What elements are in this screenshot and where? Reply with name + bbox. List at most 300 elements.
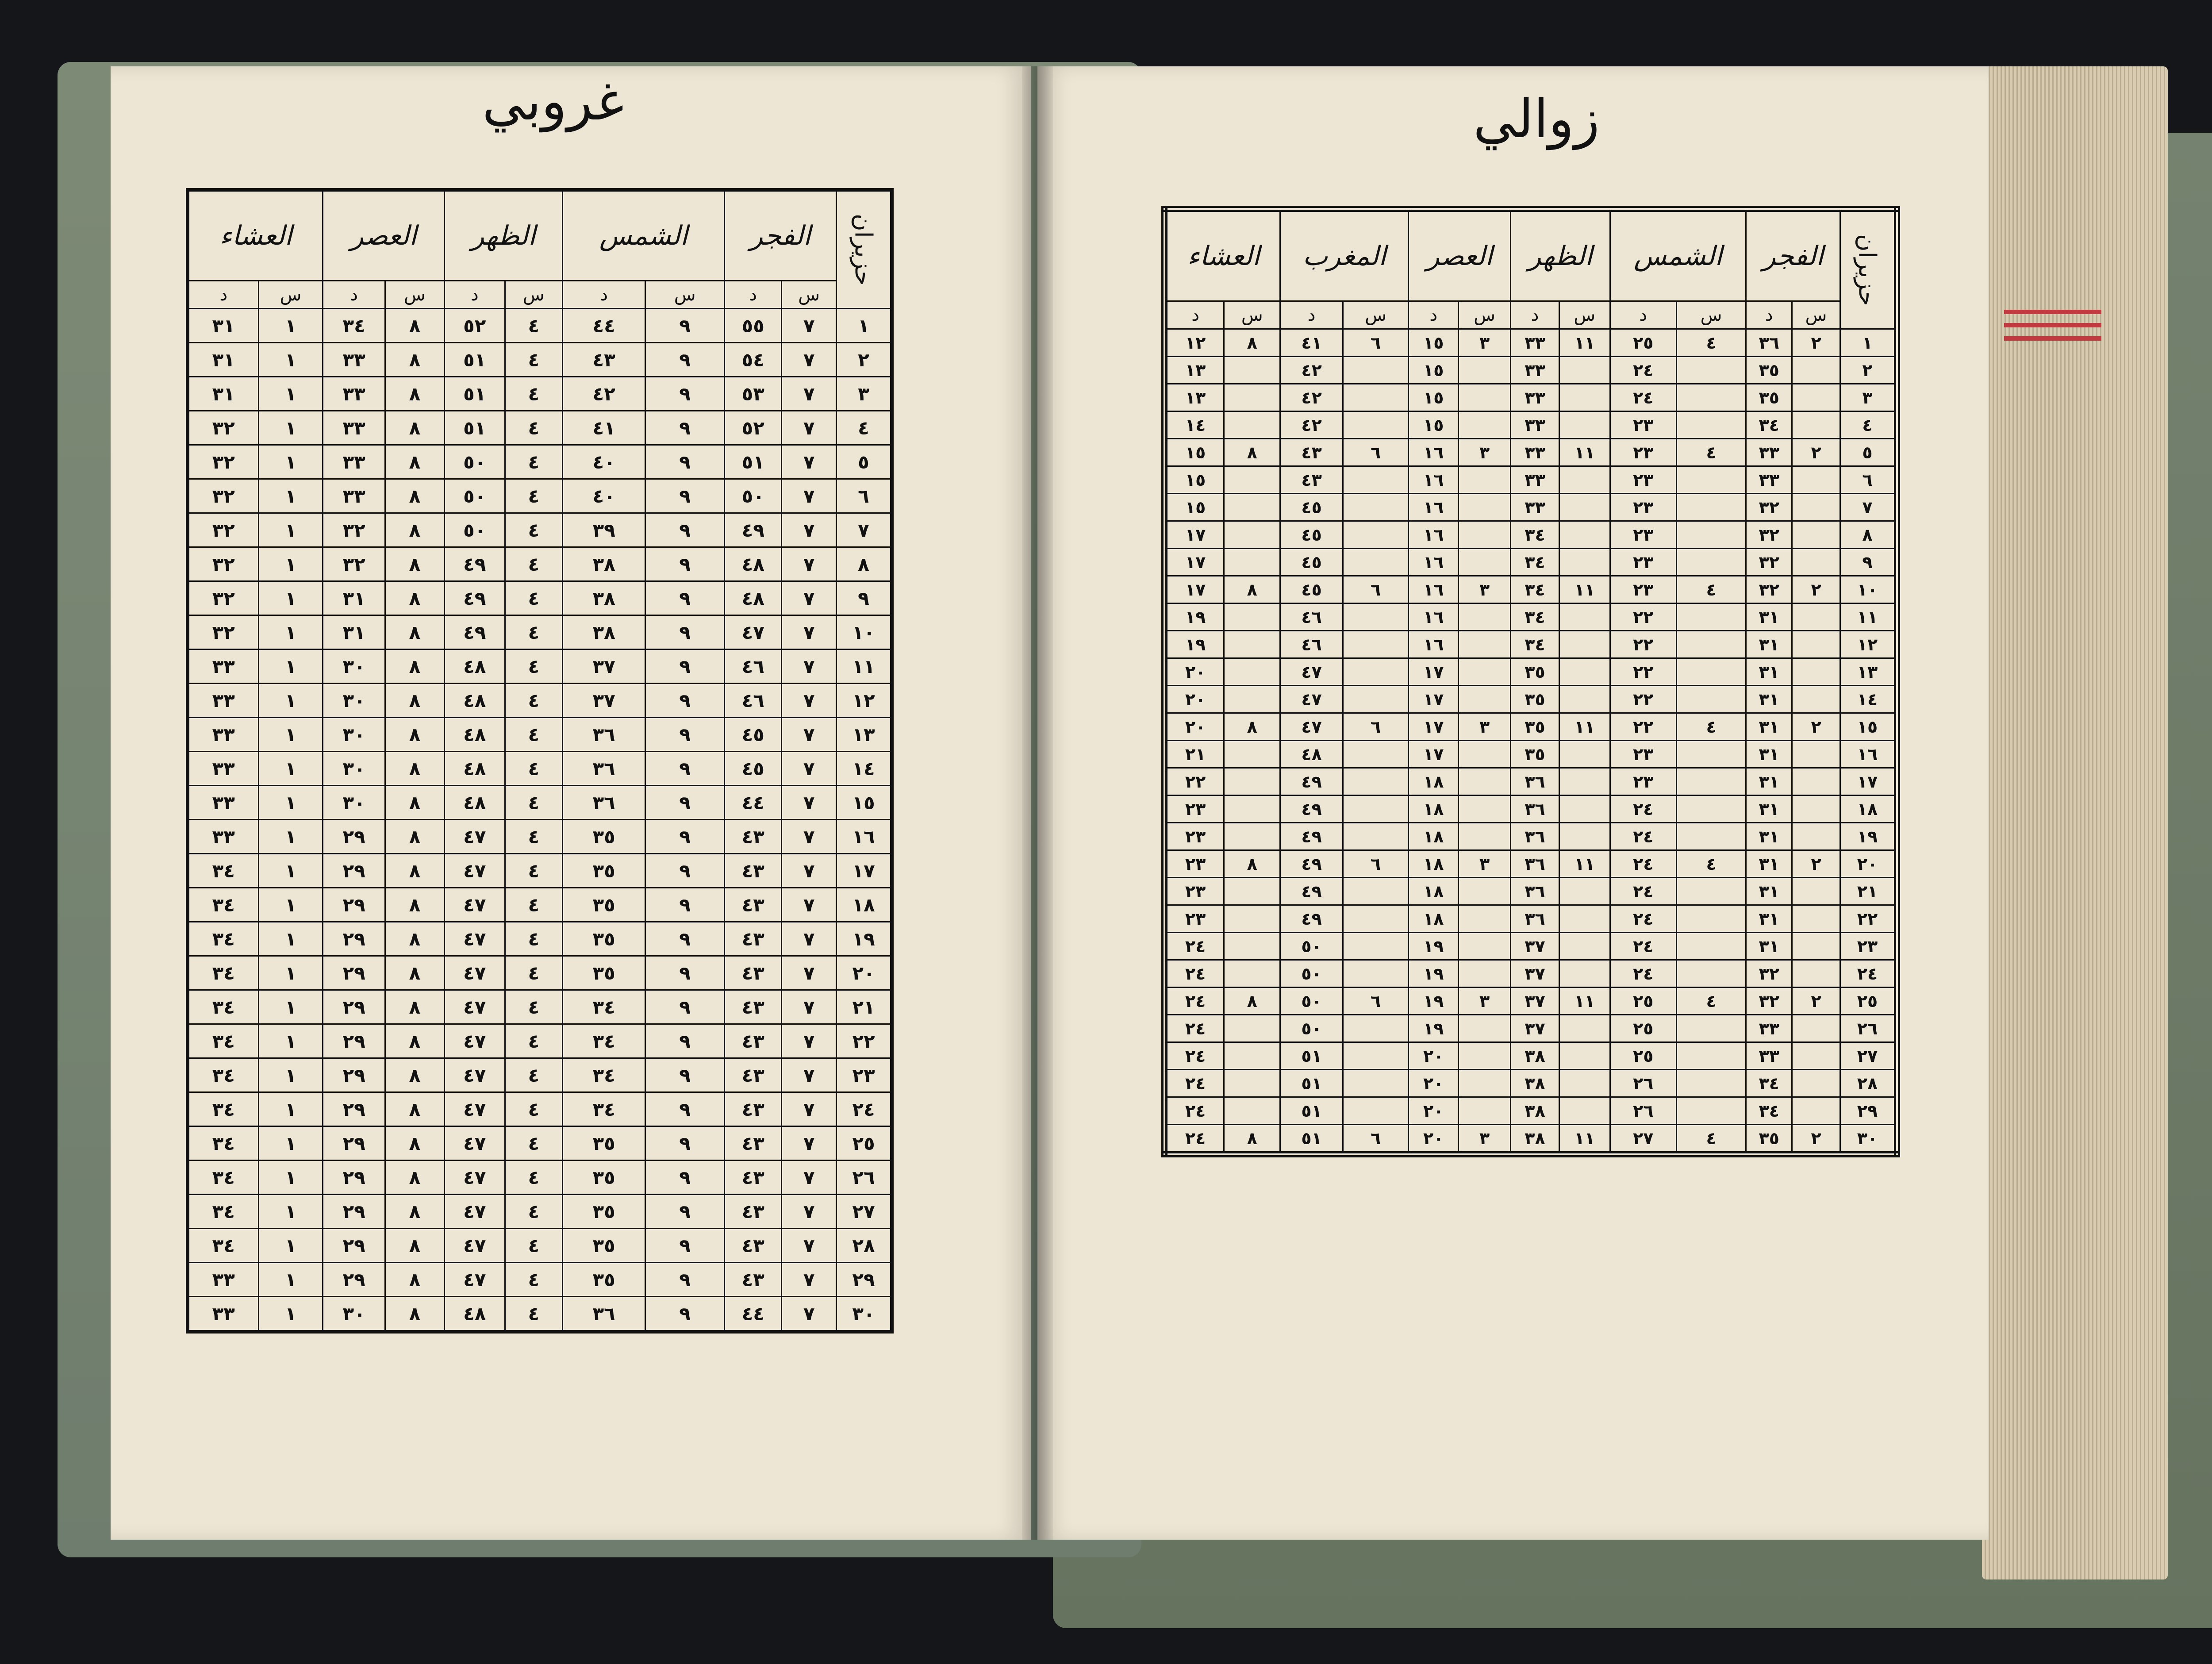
time-cell <box>1676 1042 1746 1070</box>
time-cell: ٣٠ <box>323 718 385 752</box>
table-row <box>188 581 892 615</box>
time-cell: ٤٤ <box>563 309 645 343</box>
day-number-cell: ٢٢ <box>837 1024 892 1058</box>
day-number-cell: ١٤ <box>837 752 892 786</box>
time-cell: ١٥ <box>1164 494 1224 521</box>
time-cell <box>1224 960 1280 988</box>
time-cell <box>1559 1042 1610 1070</box>
time-cell: ٤٣ <box>563 343 645 377</box>
unit-label: س <box>258 281 323 309</box>
time-cell: ٨ <box>385 513 444 547</box>
time-cell: ٤ <box>505 445 562 479</box>
time-cell: ٢٧ <box>1610 1125 1676 1155</box>
time-cell: ١ <box>258 1092 323 1126</box>
time-cell <box>1224 933 1280 960</box>
time-cell: ٦ <box>1343 988 1409 1015</box>
unit-row <box>188 281 892 309</box>
time-cell: ٢٢ <box>1610 686 1676 713</box>
time-cell: ٨ <box>385 956 444 990</box>
time-cell: ٤٩ <box>1280 823 1343 850</box>
time-cell: ٤ <box>505 684 562 718</box>
day-number-cell: ١٥ <box>837 786 892 820</box>
book-spine <box>1022 66 1053 1540</box>
table-row <box>188 922 892 956</box>
time-cell: ٤٧ <box>444 1161 505 1195</box>
time-cell <box>1459 521 1511 549</box>
time-cell: ١ <box>258 649 323 684</box>
time-cell: ١٦ <box>1409 603 1459 631</box>
time-cell <box>1792 960 1840 988</box>
day-number-cell: ١٦ <box>1840 741 1897 768</box>
time-cell: ١ <box>258 718 323 752</box>
time-cell: ٣٣ <box>1511 384 1559 411</box>
time-cell: ٤ <box>505 1263 562 1297</box>
time-cell <box>1676 933 1746 960</box>
time-cell: ٤ <box>505 786 562 820</box>
time-cell: ٦ <box>1343 713 1409 741</box>
time-cell <box>1676 603 1746 631</box>
time-cell: ٣١ <box>1746 713 1792 741</box>
day-number-cell: ٢١ <box>837 990 892 1024</box>
unit-label: س <box>1224 301 1280 329</box>
time-cell: ١ <box>258 956 323 990</box>
table-row <box>1164 933 1897 960</box>
time-cell <box>1559 384 1610 411</box>
day-number-cell: ٢ <box>837 343 892 377</box>
table-header-row <box>188 190 892 281</box>
time-cell: ٥٢ <box>444 309 505 343</box>
time-cell: ٣٨ <box>1511 1042 1559 1070</box>
time-cell <box>1676 411 1746 439</box>
time-cell: ٤ <box>505 1229 562 1263</box>
time-cell <box>1559 933 1610 960</box>
time-cell: ١٩ <box>1164 631 1224 658</box>
asr-header: العصر <box>323 190 445 281</box>
time-cell: ٢٤ <box>1610 960 1676 988</box>
time-cell: ٣٤ <box>563 990 645 1024</box>
time-cell: ١٧ <box>1409 658 1459 686</box>
time-cell: ٧ <box>782 752 837 786</box>
time-cell: ٣١ <box>1746 686 1792 713</box>
time-cell: ٧ <box>782 547 837 581</box>
time-cell: ٣٤ <box>1511 549 1559 576</box>
time-cell <box>1559 631 1610 658</box>
table-row <box>1164 713 1897 741</box>
time-cell: ٢٩ <box>323 1161 385 1195</box>
time-cell <box>1559 357 1610 384</box>
time-cell: ٧ <box>782 786 837 820</box>
time-cell: ٩ <box>645 377 725 411</box>
red-page-marks <box>2004 310 2101 314</box>
table-row <box>1164 411 1897 439</box>
shams-header: الشمس <box>563 190 725 281</box>
table-row <box>188 513 892 547</box>
time-cell <box>1676 521 1746 549</box>
unit-label: د <box>323 281 385 309</box>
time-cell: ٥٠ <box>1280 933 1343 960</box>
time-cell: ٣٧ <box>563 684 645 718</box>
time-cell: ١ <box>258 1161 323 1195</box>
time-cell: ٣٤ <box>1511 631 1559 658</box>
time-cell: ٣٣ <box>188 1297 258 1332</box>
time-cell <box>1676 960 1746 988</box>
day-number-cell: ٢٧ <box>1840 1042 1897 1070</box>
time-cell: ٤ <box>505 649 562 684</box>
time-cell: ٢ <box>1792 988 1840 1015</box>
time-cell: ٣١ <box>1746 741 1792 768</box>
time-cell: ٨ <box>385 309 444 343</box>
time-cell: ٤٣ <box>1280 439 1343 466</box>
time-cell <box>1343 795 1409 823</box>
time-cell <box>1792 631 1840 658</box>
time-cell: ٢٥ <box>1610 1015 1676 1042</box>
time-cell: ٣١ <box>1746 795 1792 823</box>
time-cell: ٨ <box>385 377 444 411</box>
time-cell: ٤٣ <box>724 990 781 1024</box>
time-cell: ٤٥ <box>1280 521 1343 549</box>
time-cell: ٤ <box>505 547 562 581</box>
time-cell <box>1676 768 1746 795</box>
time-cell <box>1459 1042 1511 1070</box>
time-cell: ٧ <box>782 309 837 343</box>
unit-label: د <box>188 281 258 309</box>
time-cell <box>1676 823 1746 850</box>
time-cell: ٦ <box>1343 329 1409 357</box>
time-cell: ٨ <box>385 1229 444 1263</box>
table-row <box>1164 494 1897 521</box>
day-number-cell: ١٧ <box>1840 768 1897 795</box>
time-cell: ١٥ <box>1164 466 1224 494</box>
time-cell: ٥٠ <box>444 513 505 547</box>
time-cell: ٢٤ <box>1164 988 1224 1015</box>
time-cell: ٣٥ <box>563 1126 645 1161</box>
time-cell: ٩ <box>645 684 725 718</box>
time-cell <box>1459 741 1511 768</box>
time-cell: ١ <box>258 684 323 718</box>
time-cell: ٣٥ <box>1746 357 1792 384</box>
left-page-title: غروبي <box>482 71 624 132</box>
dhuhr-header: الظهر <box>444 190 562 281</box>
day-number-cell: ١٢ <box>1840 631 1897 658</box>
time-cell: ٣٨ <box>1511 1070 1559 1097</box>
time-cell: ٢٣ <box>1610 411 1676 439</box>
time-cell: ٩ <box>645 649 725 684</box>
day-number-cell: ٢٣ <box>837 1058 892 1092</box>
time-cell: ٢٠ <box>1409 1070 1459 1097</box>
time-cell: ٤١ <box>1280 329 1343 357</box>
time-cell: ٨ <box>385 820 444 854</box>
day-number-cell: ١٩ <box>837 922 892 956</box>
time-cell: ٣٤ <box>188 1126 258 1161</box>
time-cell: ٥٠ <box>444 479 505 513</box>
time-cell: ٤٩ <box>724 513 781 547</box>
time-cell: ٨ <box>385 922 444 956</box>
time-cell: ٢٢ <box>1164 768 1224 795</box>
time-cell <box>1676 686 1746 713</box>
time-cell <box>1224 1015 1280 1042</box>
time-cell <box>1343 768 1409 795</box>
time-cell: ٨ <box>385 1161 444 1195</box>
time-cell: ٩ <box>645 1092 725 1126</box>
time-cell: ٣٨ <box>563 547 645 581</box>
time-cell: ٣٨ <box>563 581 645 615</box>
time-cell: ٣٤ <box>1511 603 1559 631</box>
time-cell: ٧ <box>782 922 837 956</box>
time-cell: ٣٥ <box>563 1263 645 1297</box>
time-cell: ٣٦ <box>1511 823 1559 850</box>
table-row <box>188 820 892 854</box>
time-cell <box>1459 768 1511 795</box>
time-cell: ٨ <box>385 411 444 445</box>
table-row <box>188 888 892 922</box>
time-cell: ٩ <box>645 786 725 820</box>
table-row <box>188 1126 892 1161</box>
time-cell: ٥٠ <box>1280 988 1343 1015</box>
time-cell <box>1459 878 1511 905</box>
time-cell: ٢٥ <box>1610 988 1676 1015</box>
time-cell: ٨ <box>385 445 444 479</box>
time-cell <box>1792 768 1840 795</box>
time-cell <box>1559 686 1610 713</box>
time-cell <box>1459 1097 1511 1125</box>
time-cell <box>1459 1015 1511 1042</box>
time-cell: ٣٤ <box>1746 1070 1792 1097</box>
time-cell: ٢٤ <box>1164 1015 1224 1042</box>
time-cell: ٣ <box>1459 329 1511 357</box>
time-cell <box>1459 658 1511 686</box>
time-cell: ٩ <box>645 479 725 513</box>
time-cell: ٣١ <box>1746 823 1792 850</box>
time-cell <box>1792 357 1840 384</box>
time-cell: ١ <box>258 513 323 547</box>
time-cell <box>1792 603 1840 631</box>
time-cell: ٣٥ <box>563 1229 645 1263</box>
time-cell: ٣٣ <box>323 445 385 479</box>
time-cell <box>1224 1097 1280 1125</box>
time-cell: ٨ <box>385 786 444 820</box>
time-cell <box>1792 1070 1840 1097</box>
table-row <box>1164 439 1897 466</box>
time-cell <box>1343 466 1409 494</box>
time-cell: ١٧ <box>1409 713 1459 741</box>
time-cell: ٢٩ <box>323 854 385 888</box>
time-cell: ٧ <box>782 1126 837 1161</box>
time-cell: ٣٣ <box>1511 494 1559 521</box>
time-cell: ٣٣ <box>188 752 258 786</box>
time-cell: ٢٣ <box>1610 549 1676 576</box>
time-cell: ٣٦ <box>563 752 645 786</box>
time-cell: ٢ <box>1792 329 1840 357</box>
table-row <box>1164 988 1897 1015</box>
unit-label: س <box>782 281 837 309</box>
time-cell: ٤٧ <box>444 854 505 888</box>
day-number-cell: ٢٥ <box>837 1126 892 1161</box>
time-cell: ٣٧ <box>1511 1015 1559 1042</box>
time-cell: ٢٩ <box>323 888 385 922</box>
time-cell: ٣٢ <box>188 581 258 615</box>
time-cell <box>1792 905 1840 933</box>
time-cell: ٢ <box>1792 850 1840 878</box>
time-cell: ٤٧ <box>1280 713 1343 741</box>
time-cell: ٣٢ <box>1746 494 1792 521</box>
time-cell: ٣٢ <box>188 445 258 479</box>
time-cell <box>1459 357 1511 384</box>
time-cell: ٣٢ <box>188 615 258 649</box>
time-cell <box>1676 1070 1746 1097</box>
time-cell: ١١ <box>1559 329 1610 357</box>
time-cell: ٢٤ <box>1610 878 1676 905</box>
time-cell: ٤ <box>505 411 562 445</box>
table-row <box>188 990 892 1024</box>
table-row <box>1164 1097 1897 1125</box>
time-cell: ٤٧ <box>444 1229 505 1263</box>
time-cell <box>1676 1097 1746 1125</box>
time-cell: ٣٥ <box>1746 384 1792 411</box>
time-cell: ٤ <box>505 752 562 786</box>
time-cell <box>1343 1070 1409 1097</box>
time-cell: ٢٩ <box>323 820 385 854</box>
time-cell: ٣٧ <box>1511 988 1559 1015</box>
table-row <box>1164 878 1897 905</box>
time-cell: ٤٨ <box>724 547 781 581</box>
time-cell <box>1224 521 1280 549</box>
time-cell: ٢ <box>1792 439 1840 466</box>
time-cell <box>1459 795 1511 823</box>
time-cell: ٣١ <box>323 581 385 615</box>
table-row <box>188 479 892 513</box>
time-cell: ٣٧ <box>563 649 645 684</box>
right-table-body <box>1164 329 1897 1155</box>
time-cell <box>1792 795 1840 823</box>
time-cell: ٤٣ <box>724 820 781 854</box>
time-cell: ٧ <box>782 854 837 888</box>
table-row <box>1164 686 1897 713</box>
table-header-row <box>1164 209 1897 301</box>
time-cell: ٤ <box>505 854 562 888</box>
time-cell <box>1459 549 1511 576</box>
time-cell: ٢٠ <box>1409 1125 1459 1155</box>
table-row <box>188 343 892 377</box>
time-cell <box>1676 466 1746 494</box>
day-number-cell: ١١ <box>1840 603 1897 631</box>
time-cell: ٢٢ <box>1610 631 1676 658</box>
time-cell: ٣١ <box>1746 631 1792 658</box>
time-cell: ٢٣ <box>1610 768 1676 795</box>
time-cell: ٢٩ <box>323 1058 385 1092</box>
time-cell: ٦ <box>1343 1125 1409 1155</box>
time-cell: ٣ <box>1459 988 1511 1015</box>
time-cell <box>1459 905 1511 933</box>
table-row <box>188 752 892 786</box>
table-row <box>1164 768 1897 795</box>
time-cell: ٩ <box>645 752 725 786</box>
time-cell: ٣٢ <box>1746 549 1792 576</box>
time-cell: ٣٤ <box>1511 521 1559 549</box>
day-number-cell: ٢٦ <box>837 1161 892 1195</box>
time-cell <box>1343 823 1409 850</box>
time-cell <box>1224 549 1280 576</box>
time-cell: ٣٤ <box>1511 576 1559 603</box>
time-cell: ٩ <box>645 990 725 1024</box>
time-cell: ٩ <box>645 309 725 343</box>
time-cell: ٣٥ <box>563 922 645 956</box>
time-cell: ٤٢ <box>563 377 645 411</box>
time-cell: ١٨ <box>1409 850 1459 878</box>
time-cell: ٥٠ <box>1280 1015 1343 1042</box>
time-cell: ٢٠ <box>1164 713 1224 741</box>
time-cell: ١٦ <box>1409 576 1459 603</box>
day-number-cell: ٢٥ <box>1840 988 1897 1015</box>
time-cell: ٣٤ <box>563 1092 645 1126</box>
right-prayer-times-table <box>1161 206 1900 1157</box>
time-cell: ٩ <box>645 411 725 445</box>
time-cell <box>1224 1070 1280 1097</box>
day-number-cell: ٢٣ <box>1840 933 1897 960</box>
time-cell: ٣٤ <box>1746 411 1792 439</box>
time-cell: ٣٢ <box>323 513 385 547</box>
time-cell: ١١ <box>1559 576 1610 603</box>
time-cell <box>1459 384 1511 411</box>
time-cell: ٤٣ <box>724 1195 781 1229</box>
right-page-title: زوالي <box>1473 88 1600 150</box>
time-cell <box>1676 384 1746 411</box>
time-cell: ١ <box>258 377 323 411</box>
table-row <box>188 956 892 990</box>
time-cell <box>1343 905 1409 933</box>
table-row <box>1164 603 1897 631</box>
time-cell: ٣٦ <box>1511 905 1559 933</box>
time-cell: ١ <box>258 1126 323 1161</box>
time-cell: ١ <box>258 1024 323 1058</box>
table-row <box>188 854 892 888</box>
time-cell <box>1224 878 1280 905</box>
time-cell: ٣١ <box>1746 603 1792 631</box>
time-cell: ١ <box>258 581 323 615</box>
time-cell: ٢٤ <box>1610 933 1676 960</box>
time-cell: ٣١ <box>1746 658 1792 686</box>
time-cell: ٤ <box>505 1058 562 1092</box>
time-cell: ٢٠ <box>1164 686 1224 713</box>
time-cell: ٣٥ <box>1511 686 1559 713</box>
time-cell: ٥١ <box>444 411 505 445</box>
time-cell: ٣٦ <box>1511 768 1559 795</box>
unit-label: س <box>505 281 562 309</box>
time-cell: ٤ <box>505 581 562 615</box>
time-cell: ٨ <box>385 581 444 615</box>
time-cell: ١٩ <box>1409 960 1459 988</box>
left-table-body <box>188 309 892 1332</box>
time-cell: ١ <box>258 445 323 479</box>
time-cell <box>1224 658 1280 686</box>
time-cell: ٧ <box>782 718 837 752</box>
time-cell: ١ <box>258 1297 323 1332</box>
time-cell <box>1559 823 1610 850</box>
time-cell: ٨ <box>1224 713 1280 741</box>
time-cell: ١٧ <box>1409 686 1459 713</box>
time-cell: ١ <box>258 786 323 820</box>
time-cell <box>1343 960 1409 988</box>
time-cell: ١ <box>258 888 323 922</box>
time-cell: ١ <box>258 990 323 1024</box>
time-cell: ٦ <box>1343 576 1409 603</box>
time-cell <box>1459 466 1511 494</box>
unit-label: د <box>563 281 645 309</box>
time-cell: ٣٤ <box>188 1195 258 1229</box>
time-cell <box>1224 795 1280 823</box>
time-cell: ٨ <box>385 1024 444 1058</box>
time-cell: ٢٩ <box>323 1229 385 1263</box>
time-cell: ٢١ <box>1164 741 1224 768</box>
